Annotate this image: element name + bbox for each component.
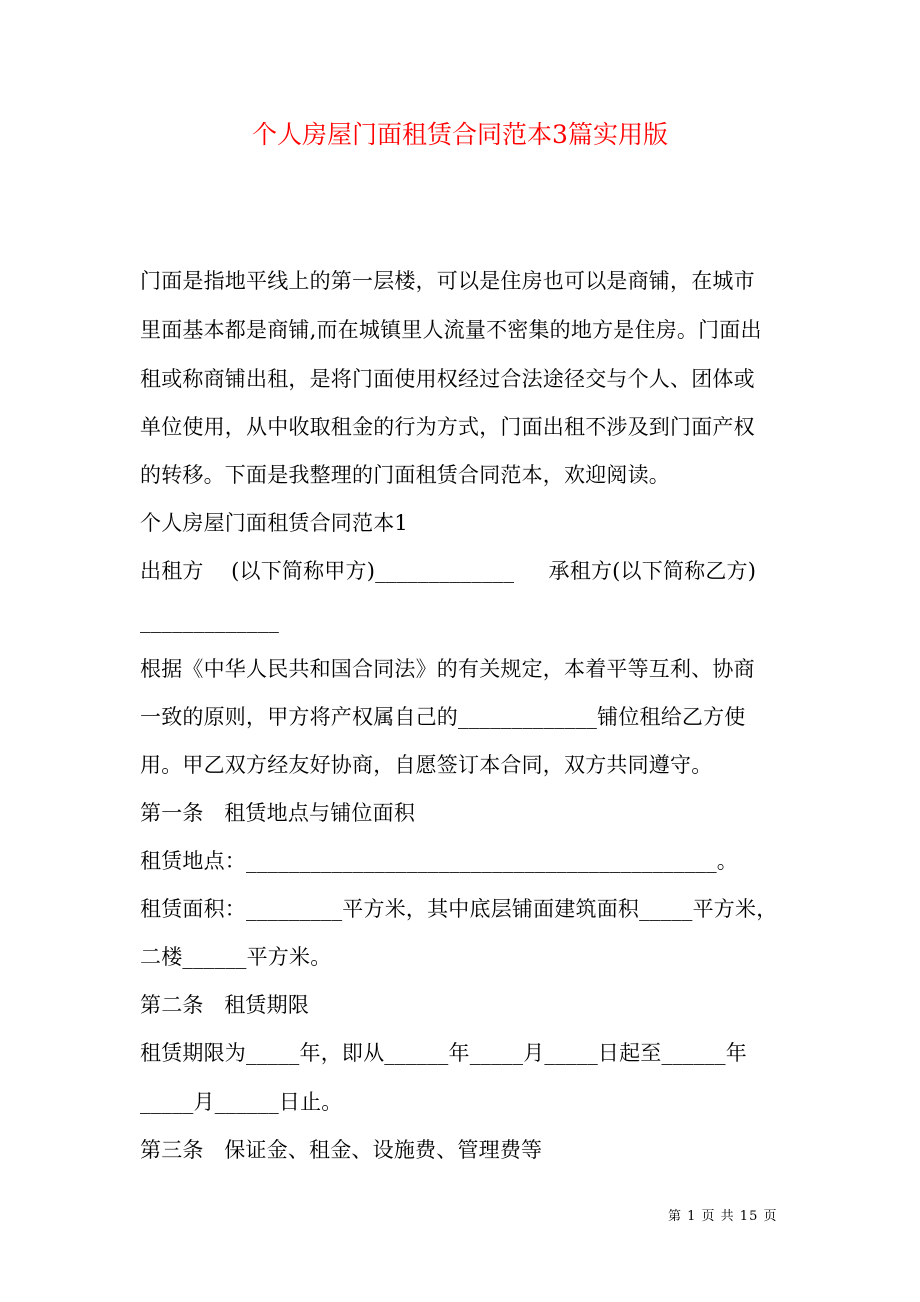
body-line: _____________ xyxy=(140,609,280,633)
body-line: 一致的原则，甲方将产权属自己的_____________铺位租给乙方使 xyxy=(140,705,746,729)
body-line: 里面基本都是商铺,而在城镇里人流量不密集的地方是住房。门面出 xyxy=(140,318,762,342)
body-line: 出租方 (以下简称甲方)_____________ 承租方(以下简称乙方) xyxy=(140,559,757,583)
body-line: 租或称商铺出租，是将门面使用权经过合法途径交与个人、团体或 xyxy=(140,367,755,391)
article-heading: 第三条 保证金、租金、设施费、管理费等 xyxy=(140,1138,543,1162)
article-heading: 第二条 租赁期限 xyxy=(140,993,310,1017)
page-number: 第 1 页 共 15 页 xyxy=(668,1209,778,1224)
body-line: 租赁期限为_____年，即从______年_____月_____日起至______年 xyxy=(140,1041,747,1065)
body-line: 租赁面积：_________平方米，其中底层铺面建筑面积_____平方米， xyxy=(140,897,778,921)
body-line: 门面是指地平线上的第一层楼，可以是住房也可以是商铺，在城市 xyxy=(140,269,755,293)
body-line: 的转移。下面是我整理的门面租赁合同范本，欢迎阅读。 xyxy=(140,463,670,487)
body-line: 二楼______平方米。 xyxy=(140,945,332,969)
article-heading: 第一条 租赁地点与铺位面积 xyxy=(140,801,416,825)
section-heading: 个人房屋门面租赁合同范本1 xyxy=(140,511,408,535)
body-line: 根据《中华人民共和国合同法》的有关规定，本着平等互利、协商 xyxy=(140,657,755,681)
body-line: 租赁地点：____________________________________________。 xyxy=(140,849,738,873)
body-line: _____月______日止。 xyxy=(140,1090,343,1114)
page-title: 个人房屋门面租赁合同范本3篇实用版 xyxy=(252,120,668,149)
body-line: 单位使用，从中收取租金的行为方式，门面出租不涉及到门面产权 xyxy=(140,415,755,439)
body-line: 用。甲乙双方经友好协商，自愿签订本合同，双方共同遵守。 xyxy=(140,753,713,777)
